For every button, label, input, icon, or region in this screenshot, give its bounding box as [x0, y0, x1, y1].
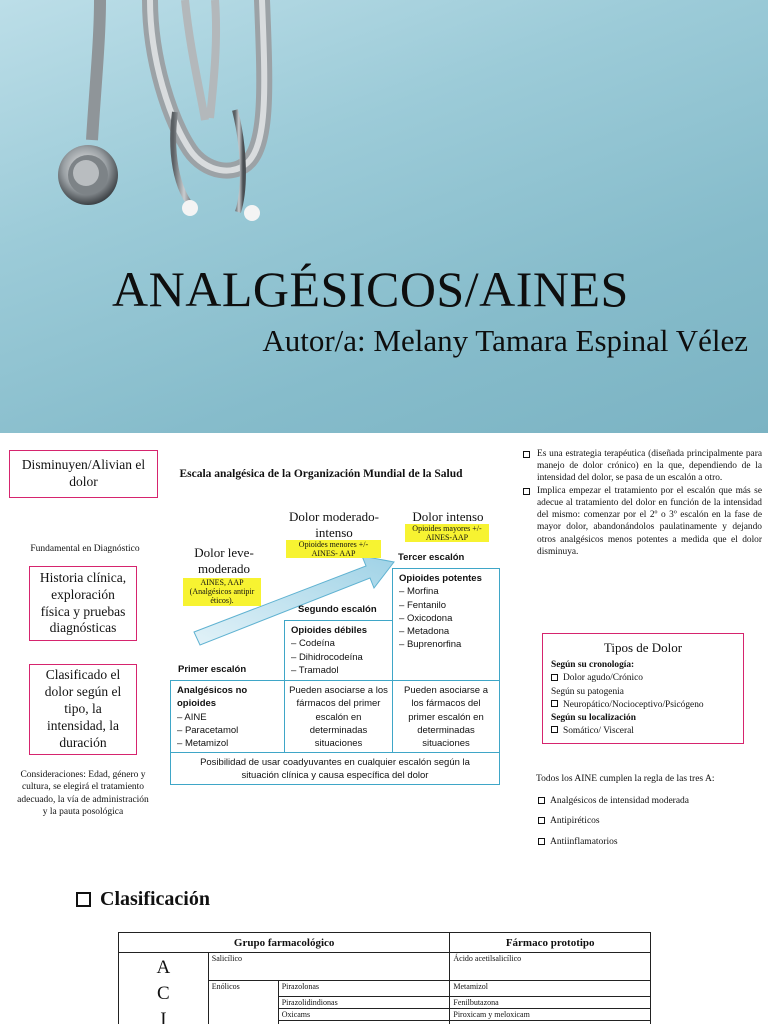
bullet-item — [522, 485, 762, 558]
list-item: – Metamizol — [177, 737, 278, 750]
table-cell: Metamizol — [450, 981, 651, 997]
letter: C — [157, 983, 170, 1004]
step3-cell — [392, 568, 500, 681]
box-disminuyen: Disminuyen/Alivian el dolor — [9, 450, 158, 498]
table-cell — [450, 1021, 651, 1024]
checkbox-icon — [538, 838, 545, 845]
aci-letters — [119, 953, 209, 1024]
step3-title: Opioides potentes — [399, 573, 482, 584]
bullet-item — [522, 448, 762, 485]
checkbox-icon — [551, 674, 558, 681]
aine-item-text: Antipiréticos — [550, 816, 600, 826]
dolor-intenso-note: Opioides mayores +/- AINES-AAP — [405, 524, 489, 544]
table-row — [119, 953, 651, 981]
tipos-title: Tipos de Dolor — [603, 640, 683, 655]
list-item: – Oxicodona — [399, 612, 493, 625]
checkbox-icon — [523, 488, 530, 495]
step2-coadyuvantes: Pueden asociarse a los fármacos del primer escalón en determinadas situaciones — [284, 680, 393, 753]
table-cell: Ácido acetilsalicílico — [450, 953, 651, 981]
dolor-leve-note: AINES, AAP (Analgésicos antipir éticos). — [183, 578, 261, 607]
checkbox-icon — [76, 892, 91, 907]
checkbox-icon — [538, 797, 545, 804]
table-cell: Fenilbutazona — [450, 997, 651, 1009]
patogenia-label: Según su patogenia — [551, 686, 624, 697]
checkbox-icon — [538, 817, 545, 824]
stethoscope-image — [0, 0, 768, 433]
box-clasificado: Clasificado el dolor según el tipo, la intensidad, la duración — [29, 664, 137, 755]
list-item: – Morfina — [399, 585, 493, 598]
clasificacion-table — [118, 932, 651, 1024]
column-header: Grupo farmacológico — [119, 933, 450, 953]
list-item: – AINE — [177, 711, 278, 724]
aine-item — [538, 816, 600, 826]
table-cell: Pirazolidindionas — [278, 997, 450, 1009]
dolor-moderado-note: Opioides menores +/- AINES- AAP — [286, 540, 381, 560]
list-item: – Dihidrocodeína — [291, 651, 386, 664]
cronologia-text: Dolor agudo/Crónico — [563, 673, 643, 684]
checkbox-icon — [523, 451, 530, 458]
list-item: – Tramadol — [291, 664, 386, 677]
column-header: Fármaco prototipo — [450, 933, 651, 953]
letter: A — [156, 957, 171, 978]
list-item: – Paracetamol — [177, 724, 278, 737]
aine-item-text: Antiinflamatorios — [550, 837, 618, 847]
dolor-intenso-label: Dolor intenso — [412, 509, 484, 524]
checkbox-icon — [551, 726, 558, 733]
aine-item — [538, 837, 618, 847]
step2-title: Opioides débiles — [291, 625, 368, 636]
list-item: – Fentanilo — [399, 599, 493, 612]
tipos-dolor-box — [542, 633, 744, 744]
aine-item — [538, 796, 689, 806]
localizacion-label: Según su localización — [551, 712, 636, 723]
box-historia: Historia clínica, exploración física y pruebas diagnósticas — [29, 566, 137, 641]
step1-list — [177, 711, 278, 751]
bullet-text: Es una estrategia terapéutica (diseñada principalmente para manejo de dolor crónico) en la que, dependiendo de la intensidad del dolor, se pasa de un escalón a otro. — [537, 449, 762, 484]
clasificacion-title: Clasificación — [100, 888, 210, 910]
step2-cell — [284, 620, 393, 681]
page-title: ANALGÉSICOS/AINES — [112, 261, 629, 317]
fundamental-text: Fundamental en Diagnóstico — [30, 544, 140, 554]
oms-title: Escala analgésica de la Organización Mundial de la Salud — [179, 468, 463, 480]
step3-coadyuvantes: Pueden asociarse a los fármacos del primer escalón en determinadas situaciones — [392, 680, 500, 753]
list-item: – Codeína — [291, 637, 386, 650]
list-item: – Metadona — [399, 625, 493, 638]
table-cell — [278, 1021, 450, 1024]
coadyuvantes-footer: Posibilidad de usar coadyuvantes en cualquier escalón según la situación clínica y causa específica del dolor — [170, 752, 500, 785]
step1-label: Primer escalón — [178, 664, 247, 675]
table-cell: Piroxicam y meloxicam — [450, 1009, 651, 1021]
dolor-moderado-label: Dolor moderado-intenso — [289, 509, 379, 540]
patogenia-text: Neuropático/Nocioceptivo/Psicógeno — [563, 699, 704, 710]
strategy-bullets — [522, 448, 762, 558]
step1-title: Analgésicos no opioides — [177, 685, 248, 710]
table-cell: Salicílico — [208, 953, 450, 981]
dolor-leve-label: Dolor leve-moderado — [194, 545, 254, 576]
checkbox-icon — [551, 700, 558, 707]
localizacion-item — [551, 725, 735, 738]
aine-item-text: Analgésicos de intensidad moderada — [550, 796, 690, 806]
step2-list — [291, 637, 386, 677]
localizacion-text: Somático/ Visceral — [563, 725, 634, 736]
step3-list — [399, 585, 493, 651]
table-cell: Oxicams — [278, 1009, 450, 1021]
step2-label: Segundo escalón — [298, 604, 377, 615]
letter: I — [160, 1009, 167, 1024]
cronologia-label: Según su cronología: — [551, 660, 635, 671]
bullet-text: Implica empezar el tratamiento por el escalón que más se adecue al tratamiento del dolor en función de la intensidad del mismo: comenzar por el 2º o 3º escalón en la fase de mayor dolor, abandonándolos paulatinamente y dejando otros analgésicos menos potentes a medida que el dolor disminuya. — [537, 485, 762, 557]
cronologia-item — [551, 672, 735, 685]
patogenia-item — [551, 699, 735, 712]
aine-rule: Todos los AINE cumplen la regla de las tres A: — [536, 774, 715, 784]
table-header-row — [119, 933, 651, 953]
list-item: – Buprenorfina — [399, 638, 493, 651]
hero-banner — [0, 0, 768, 433]
clasificacion-heading — [76, 888, 210, 911]
author: Autor/a: Melany Tamara Espinal Vélez — [262, 323, 748, 358]
step3-label: Tercer escalón — [398, 552, 465, 563]
table-cell: Pirazolonas — [278, 981, 450, 997]
step1-cell — [170, 680, 285, 753]
considerations-text: Consideraciones: Edad, género y cultura, se elegirá el tratamiento adecuado, la vía de administración y la pauta posológica — [17, 770, 149, 818]
table-cell: Enólicos — [208, 981, 278, 1024]
